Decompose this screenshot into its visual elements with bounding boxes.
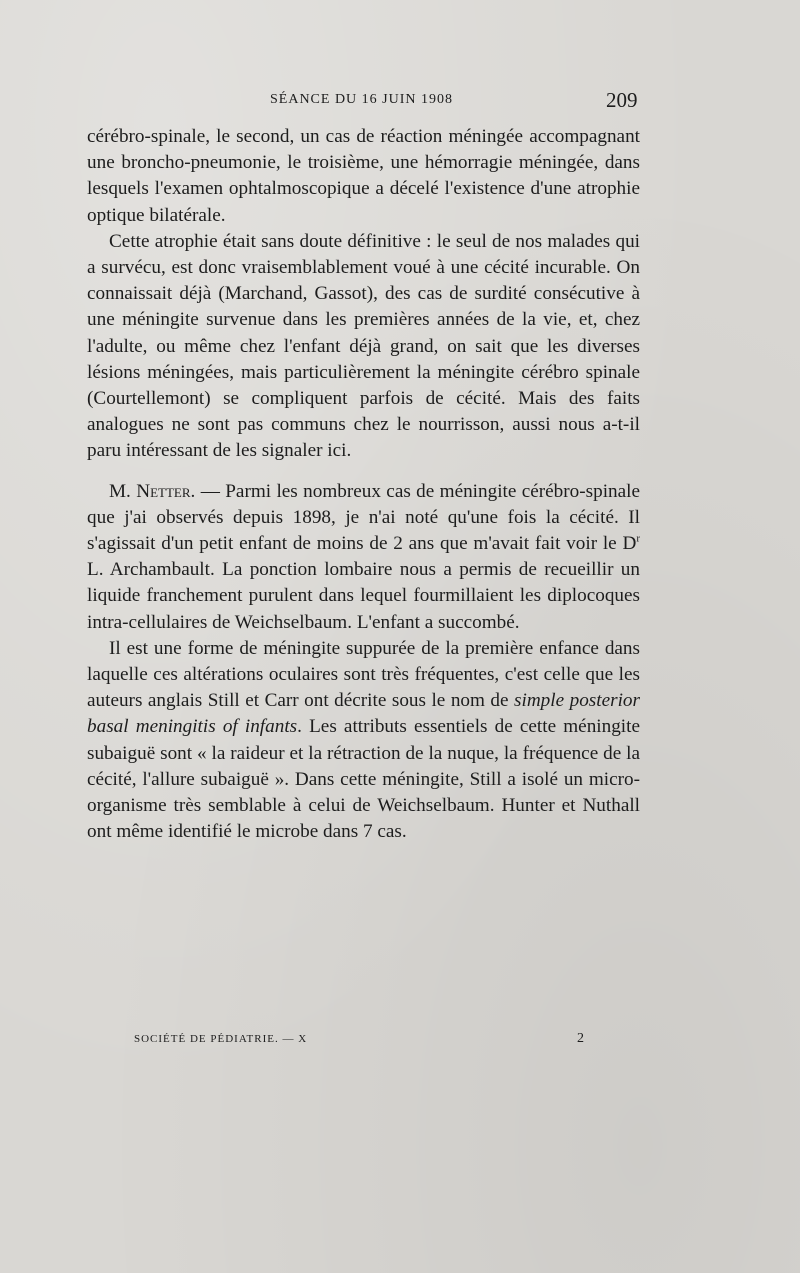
page-number: 209 (606, 88, 638, 112)
paragraph-4-italic-title: simple posterior basal meningitis of infants (87, 690, 640, 738)
signature-mark: 2 (577, 1031, 584, 1046)
speaker-name: M. Netter. (109, 480, 196, 502)
paragraph-3 (87, 479, 640, 636)
signature-line: SOCIÉTÉ DE PÉDIATRIE. — X (134, 1033, 308, 1045)
paragraph-2: Cette atrophie était sans doute définitive : le seul de nos malades qui a survécu, est donc vraisemblablement voué à une cécité incurable. On connaissait déjà (Marchand, Gassot), des cas de surdité consécutive à une méningite survenue dans les premières années de la vie, et, chez l'adulte, ou même chez l'enfant déjà grand, on sait que les diverses lésions méningées, mais particulièrement la méningite cérébro spinale (Courtellemont) se compliquent parfois de cécité. Mais des faits analogues ne sont pas communs chez le nourrisson, aussi nous a-t-il paru intéressant de les signaler ici. (87, 230, 640, 462)
paragraph-4-text-b: . Les attributs essentiels de cette méningite subaiguë sont « la raideur et la rétraction de la nuque, la fréquence de la cécité, l'allure subaiguë ». Dans cette méningite, Still a isolé un micro-organisme très semblable à celui de Weichselbaum. Hunter et Nuthall ont même identifié le microbe dans 7 cas. (87, 716, 640, 843)
paragraph-4 (87, 636, 640, 846)
doctor-abbrev-sup: r (636, 532, 640, 545)
paragraph-3-text-a: — Parmi les nombreux cas de méningite cérébro-spinale que j'ai observés depuis 1898, je n'ai noté qu'une fois la cécité. Il s'agissait d'un petit enfant de moins de 2 ans que m'avait fait voir le D (87, 480, 641, 555)
body-text (87, 124, 640, 845)
paragraph-3-text-b: L. Archambault. La ponction lombaire nous a permis de recueillir un liquide franchement purulent dans lequel fourmillaient les diplocoques intra-cellulaires de Weichselbaum. L'enfant a succombé. (87, 559, 640, 633)
paragraph-1: cérébro-spinale, le second, un cas de réaction méningée accompagnant une broncho-pneumonie, le troisième, une hémorragie méningée, dans lesquels l'examen ophtalmoscopique a décelé l'existence d'une atrophie optique bilatérale. (87, 126, 640, 226)
running-title: SÉANCE DU 16 JUIN 1908 (270, 92, 453, 107)
paragraph-4-text-a: Il est une forme de méningite suppurée de la première enfance dans laquelle ces altérations oculaires sont très fréquentes, c'est celle que les auteurs anglais Still et Carr ont décrite sous le nom de (87, 637, 640, 712)
